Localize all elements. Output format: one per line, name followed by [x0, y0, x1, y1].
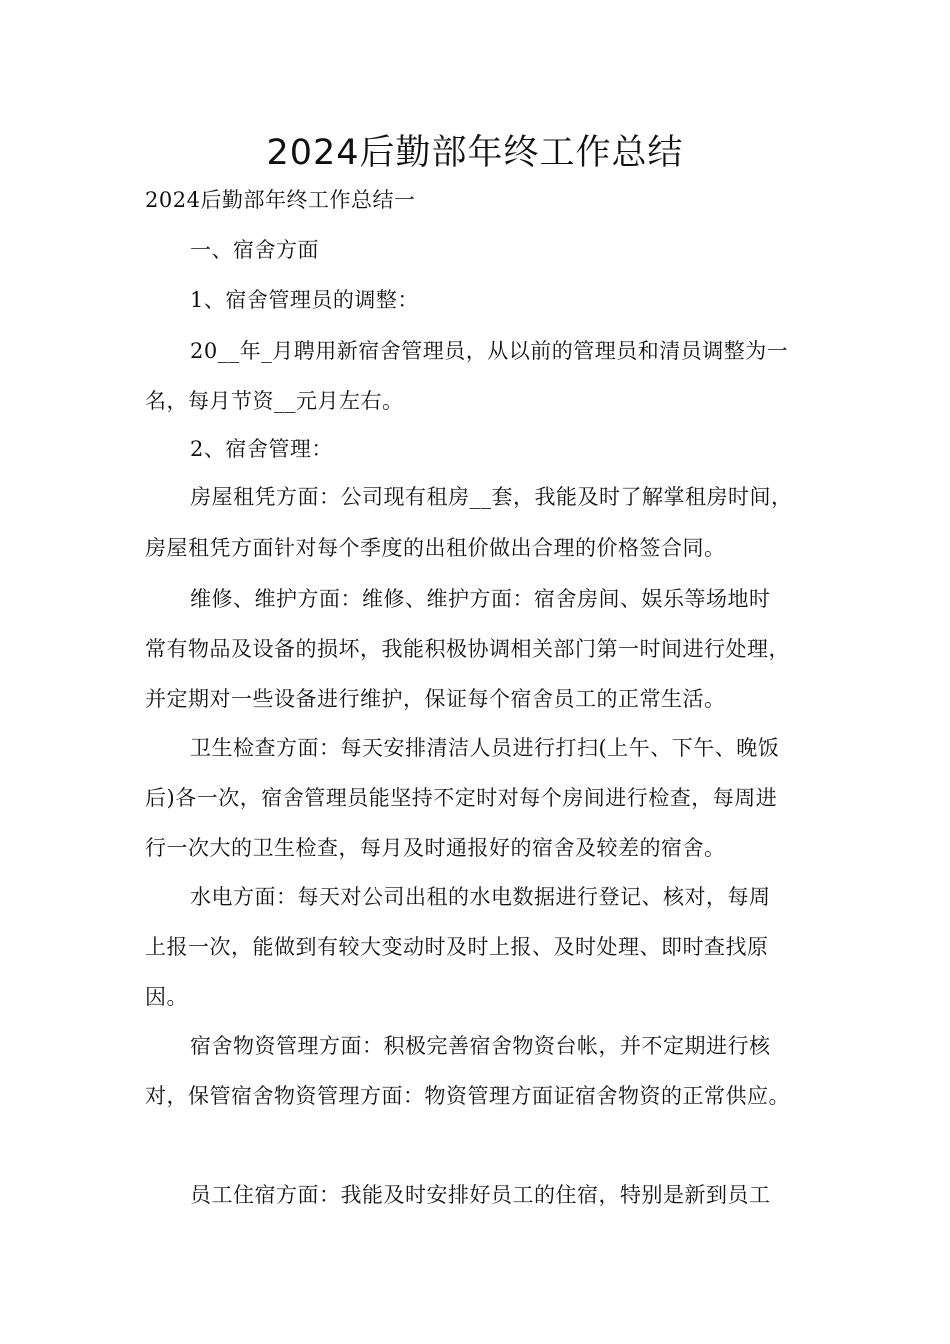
item1-heading: 1、宿舍管理员的调整： [190, 288, 419, 312]
item1-para-line: 20__年_月聘用新宿舍管理员，从以前的管理员和清员调整为一 [190, 339, 789, 363]
hygiene-para-line: 后)各一次，宿舍管理员能坚持不定时对每个房间进行检查，每周进 [145, 786, 778, 810]
repair-para-line: 并定期对一些设备进行维护，保证每个宿舍员工的正常生活。 [145, 687, 726, 711]
rent-para-line: 房屋租凭方面针对每个季度的出租价做出合理的价格签合同。 [145, 536, 726, 560]
utility-para-line: 因。 [145, 985, 188, 1009]
repair-para-line: 维修、维护方面：维修、维护方面：宿舍房间、娱乐等场地时 [190, 587, 771, 611]
hygiene-para-line: 行一次大的卫生检查，每月及时通报好的宿舍及较差的宿舍。 [145, 836, 726, 860]
utility-para-line: 上报一次，能做到有较大变动时及时上报、及时处理、即时查找原 [145, 935, 769, 959]
document-title: 2024后勤部年终工作总结 [266, 133, 684, 173]
section-heading: 一、宿舍方面 [190, 238, 319, 262]
repair-para-line: 常有物品及设备的损坏，我能积极协调相关部门第一时间进行处理， [145, 637, 790, 661]
supplies-para-line: 对，保管宿舍物资管理方面：物资管理方面证宿舍物资的正常供应。 [145, 1084, 790, 1108]
housing-para-line: 员工住宿方面：我能及时安排好员工的住宿，特别是新到员工 [190, 1183, 771, 1207]
supplies-para-line: 宿舍物资管理方面：积极完善宿舍物资台帐，并不定期进行核 [190, 1034, 771, 1058]
item1-para-line: 名，每月节资__元月左右。 [145, 389, 404, 413]
rent-para-line: 房屋租凭方面：公司现有租房__套，我能及时了解掌租房时间， [190, 485, 793, 509]
item2-heading: 2、宿舍管理： [190, 437, 333, 461]
utility-para-line: 水电方面：每天对公司出租的水电数据进行登记、核对，每周 [190, 885, 771, 909]
document-subtitle: 2024后勤部年终工作总结一 [145, 188, 416, 212]
hygiene-para-line: 卫生检查方面：每天安排清洁人员进行打扫(上午、下午、晚饭 [190, 736, 780, 760]
